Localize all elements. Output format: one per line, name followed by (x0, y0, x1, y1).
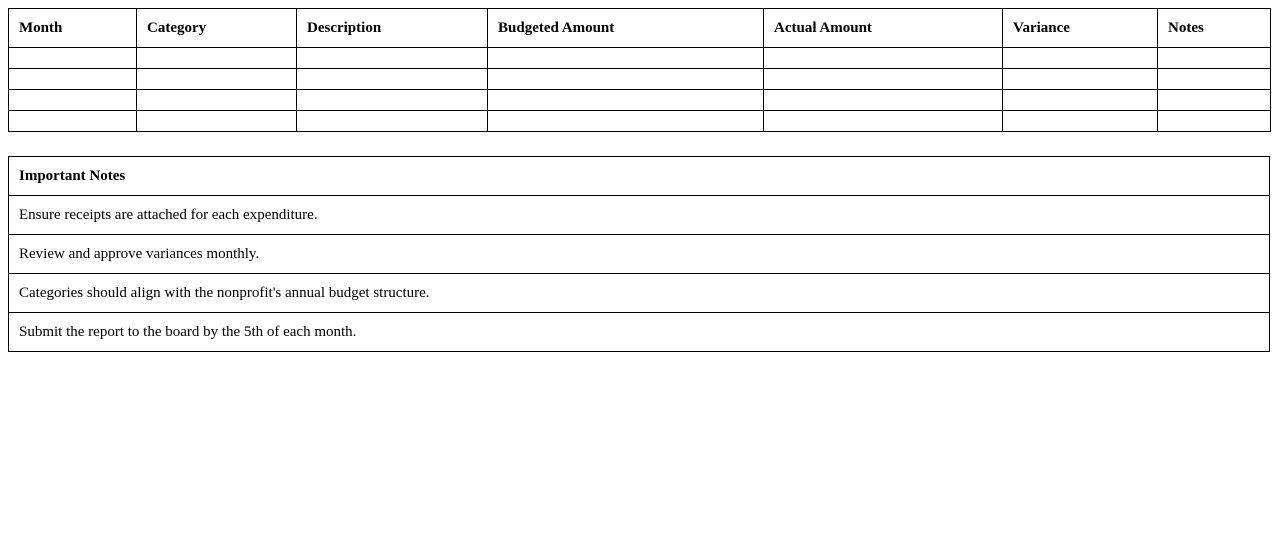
important-notes-title: Important Notes (9, 157, 1270, 196)
column-header-budgeted-amount: Budgeted Amount (488, 9, 764, 48)
note-item: Categories should align with the nonprofit's annual budget structure. (9, 274, 1270, 313)
table-cell (137, 90, 297, 111)
table-cell (488, 48, 764, 69)
table-cell (1003, 90, 1158, 111)
important-notes-table (8, 156, 1270, 352)
table-row (9, 48, 1271, 69)
table-cell (764, 111, 1003, 132)
table-cell (488, 111, 764, 132)
table-header-row (9, 9, 1271, 48)
table-cell (1158, 90, 1271, 111)
table-cell (1158, 111, 1271, 132)
table-cell (297, 48, 488, 69)
table-cell (1158, 48, 1271, 69)
budget-table (8, 8, 1271, 132)
table-cell (488, 90, 764, 111)
notes-row (9, 196, 1270, 235)
table-row (9, 69, 1271, 90)
table-cell (488, 69, 764, 90)
table-cell (9, 90, 137, 111)
table-cell (9, 48, 137, 69)
column-header-description: Description (297, 9, 488, 48)
table-cell (297, 69, 488, 90)
table-cell (297, 111, 488, 132)
table-row (9, 111, 1271, 132)
column-header-actual-amount: Actual Amount (764, 9, 1003, 48)
table-cell (764, 90, 1003, 111)
note-item: Ensure receipts are attached for each expenditure. (9, 196, 1270, 235)
table-cell (137, 111, 297, 132)
notes-row (9, 313, 1270, 352)
note-item: Submit the report to the board by the 5th of each month. (9, 313, 1270, 352)
table-cell (137, 69, 297, 90)
table-cell (1158, 69, 1271, 90)
column-header-variance: Variance (1003, 9, 1158, 48)
column-header-category: Category (137, 9, 297, 48)
table-cell (1003, 69, 1158, 90)
table-cell (1003, 48, 1158, 69)
table-cell (764, 48, 1003, 69)
notes-header-row (9, 157, 1270, 196)
notes-row (9, 274, 1270, 313)
column-header-month: Month (9, 9, 137, 48)
table-cell (1003, 111, 1158, 132)
table-row (9, 90, 1271, 111)
table-cell (137, 48, 297, 69)
column-header-notes: Notes (1158, 9, 1271, 48)
table-cell (297, 90, 488, 111)
table-cell (764, 69, 1003, 90)
note-item: Review and approve variances monthly. (9, 235, 1270, 274)
table-cell (9, 69, 137, 90)
table-cell (9, 111, 137, 132)
notes-row (9, 235, 1270, 274)
